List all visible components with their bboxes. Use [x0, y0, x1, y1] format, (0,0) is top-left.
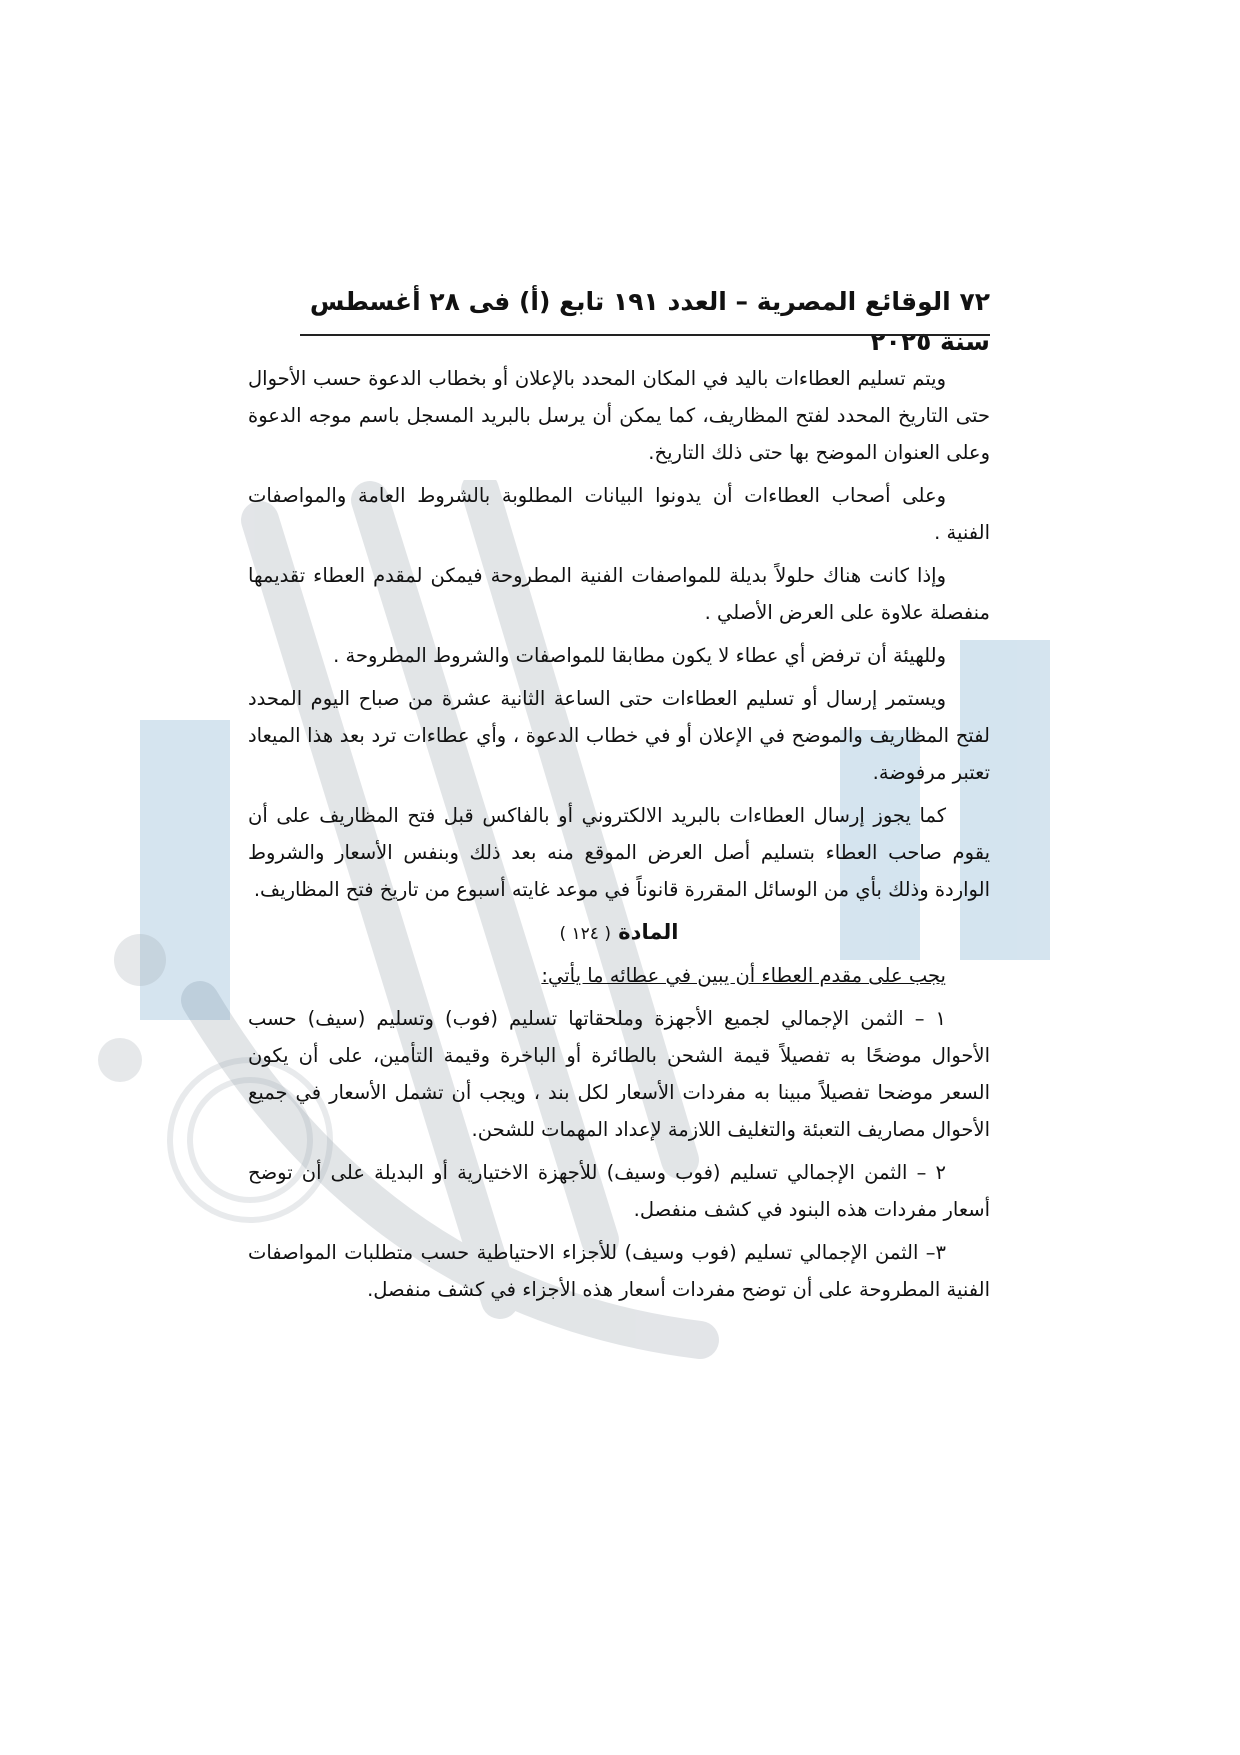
list-item: ٣– الثمن الإجمالي تسليم (فوب وسيف) للأجزاء الاحتياطية حسب متطلبات المواصفات الفنية المطروحة على أن توضح مفردات أسعار هذه الأجزاء في كشف منفصل.: [248, 1241, 990, 1301]
document-body: [248, 360, 990, 1314]
article-intro: [248, 957, 990, 994]
paragraph: ويستمر إرسال أو تسليم العطاءات حتى الساعة الثانية عشرة من صباح اليوم المحدد لفتح المظاريف والموضح في الإعلان أو في خطاب الدعوة ، وأي عطاءات ترد بعد هذا الميعاد تعتبر مرفوضة.: [248, 687, 990, 784]
page-header: ٧٢ الوقائع المصرية – العدد ١٩١ تابع (أ) فى ٢٨ أغسطس سنة ٢٠٢٥: [309, 287, 990, 356]
list-item: ٢ – الثمن الإجمالي تسليم (فوب وسيف) للأجهزة الاختيارية أو البديلة على أن توضح أسعار مفردات هذه البنود في كشف منفصل.: [248, 1161, 990, 1221]
paragraph: وللهيئة أن ترفض أي عطاء لا يكون مطابقا للمواصفات والشروط المطروحة .: [333, 644, 946, 667]
article-number: ( ١٢٤ ): [559, 924, 611, 944]
paragraph: كما يجوز إرسال العطاءات بالبريد الالكتروني أو بالفاكس قبل فتح المظاريف على أن يقوم صاحب العطاء بتسليم أصل العرض الموقع منه بعد ذلك وبنفس الأسعار والشروط الواردة وذلك بأي من الوسائل المقررة قانوناً في موعد غايته أسبوع من تاريخ فتح المظاريف.: [248, 804, 990, 901]
article-title: المادة: [618, 920, 679, 944]
paragraph: وعلى أصحاب العطاءات أن يدونوا البيانات المطلوبة بالشروط العامة والمواصفات الفنية .: [248, 484, 990, 544]
article-heading: [248, 914, 990, 953]
article-intro-text: يجب على مقدم العطاء أن يبين في عطائه ما يأتي:: [541, 964, 946, 987]
list-item: ١ – الثمن الإجمالي لجميع الأجهزة وملحقاتها تسليم (فوب) وتسليم (سيف) حسب الأحوال موضحًا به تفصيلاً قيمة الشحن بالطائرة أو الباخرة وقيمة التأمين، على أن يكون السعر موضحا تفصيلاً مبينا به مفردات الأسعار لكل بند ، ويجب أن تشمل الأسعار في جميع الأحوال مصاريف التعبئة والتغليف اللازمة لإعداد المهمات للشحن.: [248, 1007, 990, 1141]
paragraph: وإذا كانت هناك حلولاً بديلة للمواصفات الفنية المطروحة فيمكن لمقدم العطاء تقديمها منفصلة علاوة على العرض الأصلي .: [248, 564, 990, 624]
header-divider: [300, 334, 990, 336]
paragraph: ويتم تسليم العطاءات باليد في المكان المحدد بالإعلان أو بخطاب الدعوة حسب الأحوال حتى التاريخ المحدد لفتح المظاريف، كما يمكن أن يرسل بالبريد المسجل باسم موجه الدعوة وعلى العنوان الموضح بها حتى ذلك التاريخ.: [248, 367, 990, 464]
